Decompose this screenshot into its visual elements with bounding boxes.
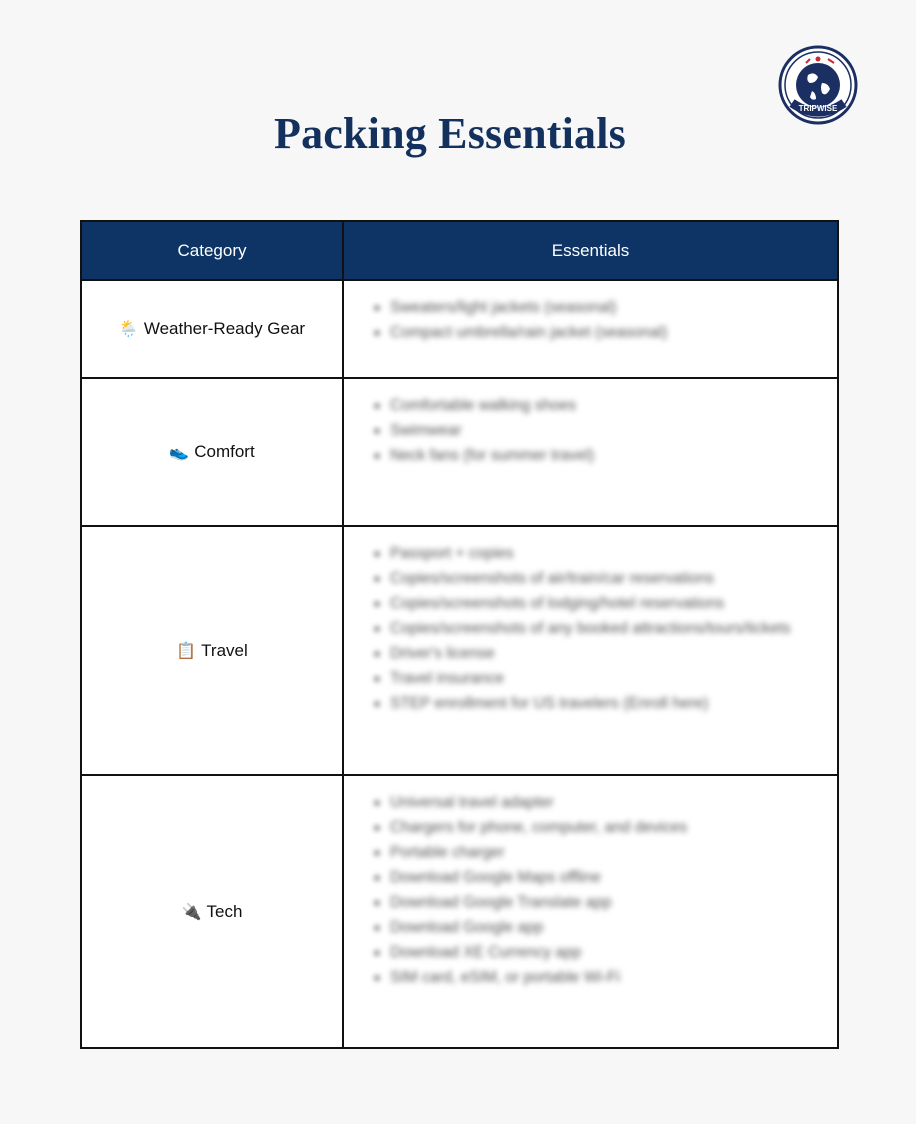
- list-item: • Download Google app: [390, 915, 837, 940]
- category-label: Travel: [201, 640, 248, 660]
- essentials-cell: [343, 378, 838, 526]
- list-item: • SIM card, eSIM, or portable Wi-Fi: [390, 965, 837, 990]
- list-item: • Download Google Translate app: [390, 890, 837, 915]
- table-row: [81, 775, 838, 1048]
- svg-text:TRIPWISE: TRIPWISE: [798, 104, 838, 113]
- list-item: • Neck fans (for summer travel): [390, 443, 837, 468]
- list-item: • Portable charger: [390, 840, 837, 865]
- list-item: • Universal travel adapter: [390, 790, 837, 815]
- packing-table: [80, 220, 839, 1049]
- category-cell: [81, 775, 343, 1048]
- weather-icon: 🌦️: [118, 321, 139, 338]
- essentials-list: [372, 393, 837, 468]
- list-item: • Download Google Maps offline: [390, 865, 837, 890]
- plug-icon: 🔌: [181, 903, 202, 921]
- essentials-cell: [343, 775, 838, 1048]
- table-row: [81, 378, 838, 526]
- essentials-cell: [343, 526, 838, 775]
- list-item: • Copies/screenshots of any booked attractions/tours/tickets: [390, 616, 837, 641]
- essentials-list: [372, 295, 837, 345]
- list-item: • Travel insurance: [390, 666, 837, 691]
- category-cell: [81, 378, 343, 526]
- list-item: • Comfortable walking shoes: [390, 393, 837, 418]
- list-item: • STEP enrollment for US travelers (Enroll here): [390, 691, 837, 716]
- category-cell: [81, 280, 343, 378]
- essentials-cell: [343, 280, 838, 378]
- category-cell: [81, 526, 343, 775]
- list-item: • Chargers for phone, computer, and devices: [390, 815, 837, 840]
- list-item: • Compact umbrella/rain jacket (seasonal): [390, 320, 837, 345]
- list-item: • Copies/screenshots of lodging/hotel reservations: [390, 591, 837, 616]
- category-label: Comfort: [194, 442, 255, 461]
- list-item: • Driver's license: [390, 641, 837, 666]
- page-title: Packing Essentials: [274, 109, 626, 158]
- category-label: Weather-Ready Gear: [143, 319, 306, 338]
- category-label: Tech: [206, 901, 243, 921]
- shoe-icon: 👟: [169, 444, 190, 461]
- clipboard-icon: 📋: [176, 642, 197, 660]
- list-item: • Sweaters/light jackets (seasonal): [390, 295, 837, 320]
- list-item: • Download XE Currency app: [390, 940, 837, 965]
- table-row: [81, 280, 838, 378]
- list-item: • Copies/screenshots of air/train/car reservations: [390, 566, 837, 591]
- essentials-list: [372, 541, 837, 716]
- header-essentials: Essentials: [343, 221, 838, 280]
- list-item: • Swimwear: [390, 418, 837, 443]
- essentials-list: [372, 790, 837, 990]
- list-item: • Passport + copies: [390, 541, 837, 566]
- table-header-row: [81, 221, 838, 280]
- table-row: [81, 526, 838, 775]
- header-category: Category: [81, 221, 343, 280]
